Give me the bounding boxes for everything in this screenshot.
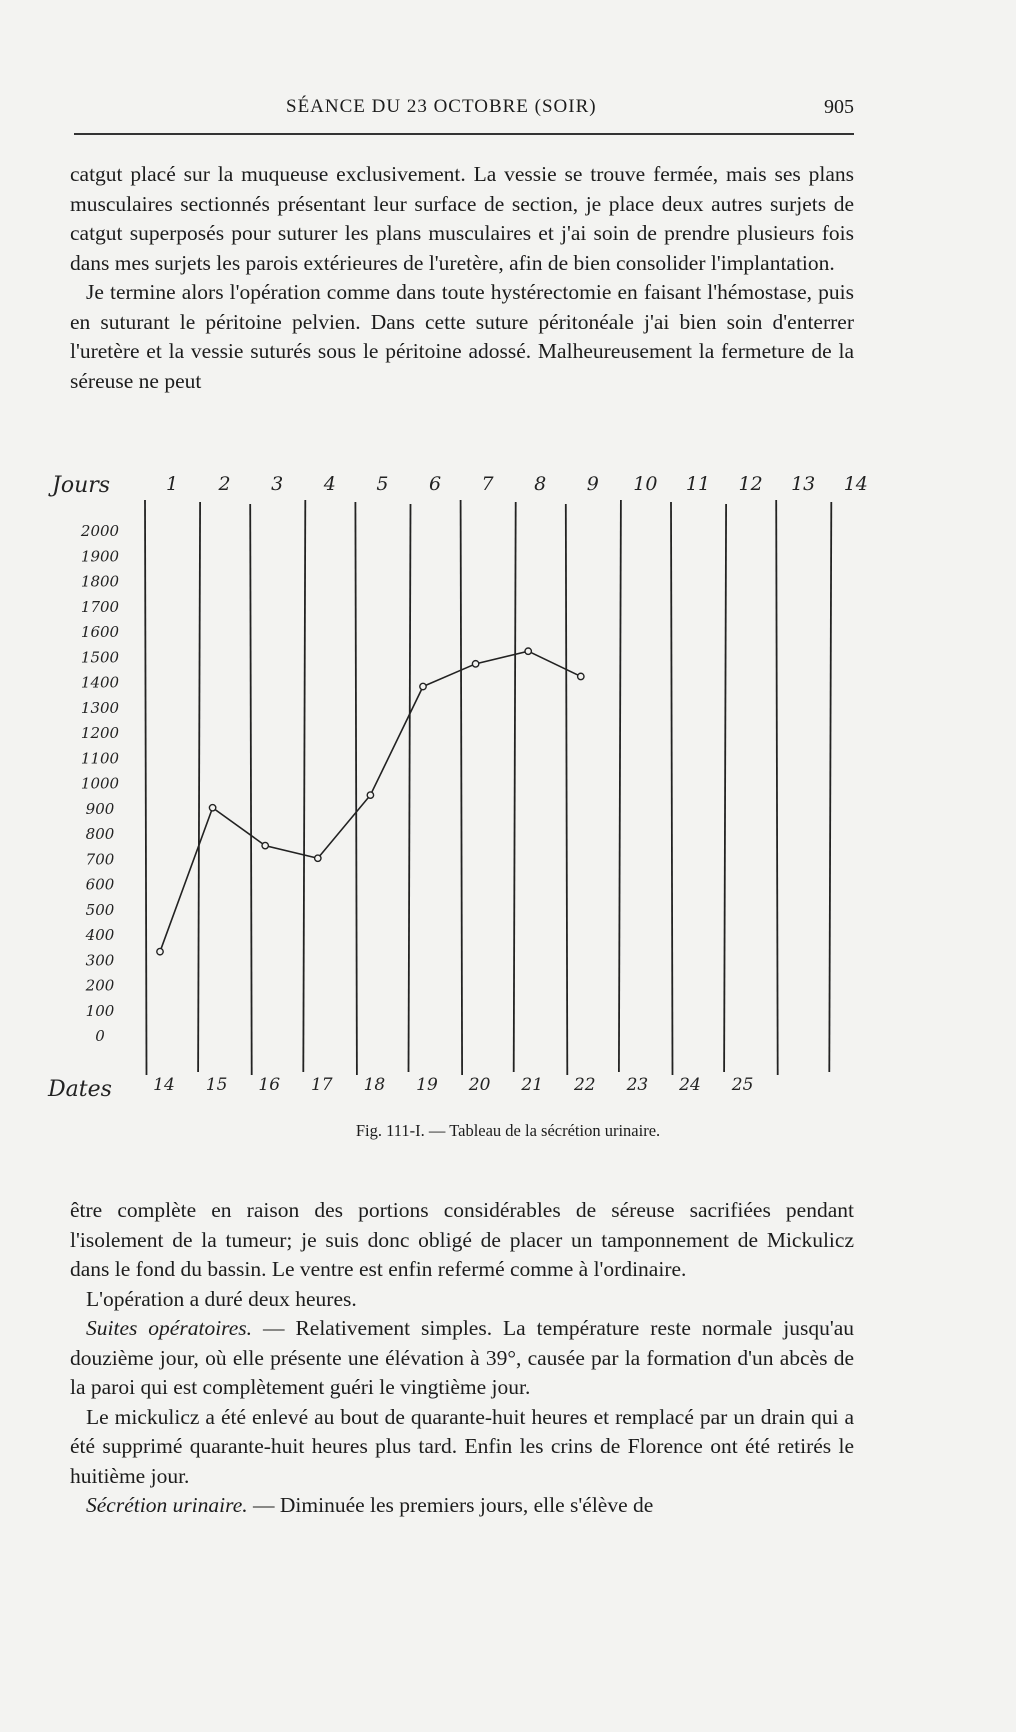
- grid-line: [671, 502, 673, 1075]
- paragraph: L'opération a duré deux heures.: [86, 1286, 357, 1311]
- day-label: 4: [323, 473, 336, 495]
- y-tick-label: 1400: [80, 673, 120, 692]
- y-tick-label: 100: [85, 1001, 115, 1020]
- figure-caption: Fig. 111-I. — Tableau de la sécrétion urinaire.: [355, 1121, 661, 1140]
- day-label: 11: [685, 473, 711, 495]
- day-label: 6: [428, 473, 442, 495]
- y-tick-label: 200: [85, 976, 115, 995]
- suites-label: Suites opératoires.: [86, 1316, 253, 1340]
- grid-line: [619, 500, 621, 1072]
- grid-line: [198, 502, 200, 1072]
- date-label: 16: [258, 1075, 281, 1095]
- day-label: 13: [791, 473, 816, 495]
- date-label: 17: [310, 1075, 333, 1095]
- date-label: 24: [679, 1075, 701, 1095]
- data-point: [472, 661, 478, 667]
- data-point: [262, 842, 268, 848]
- data-point: [157, 948, 163, 954]
- y-tick-label: 300: [85, 951, 115, 970]
- y-tick-label: 900: [85, 799, 115, 818]
- day-label: 8: [534, 473, 547, 495]
- y-tick-label: 1200: [80, 724, 120, 742]
- page-number: 905: [824, 96, 854, 118]
- series-line: [160, 651, 581, 951]
- urine-chart: [40, 470, 880, 1110]
- paragraph-secretion: [70, 1491, 854, 1521]
- y-tick-label: 600: [85, 875, 115, 894]
- y-tick-label: 1000: [80, 774, 120, 793]
- paragraph: Je termine alors l'opération comme dans toute hystérectomie en faisant l'hémostase, puis en suturant le péritoine pelvien. Dans cette suture péritonéale j'ai bien soin d'enterrer l'uretère et la vessie suturés sous le péritoine adossé. Malheureusement la fermeture de la séreuse ne peut: [70, 280, 854, 393]
- day-label: 12: [738, 473, 763, 495]
- grid-line: [250, 504, 252, 1075]
- date-label: 19: [416, 1075, 438, 1095]
- grid-line: [566, 504, 568, 1075]
- running-header: [74, 96, 854, 126]
- date-label: 21: [521, 1075, 544, 1095]
- y-tick-label: 400: [85, 926, 115, 944]
- y-tick-label: 1100: [80, 749, 120, 768]
- y-tick-label: 2000: [80, 522, 120, 540]
- date-label: 22: [573, 1075, 596, 1095]
- grid-line: [829, 502, 831, 1072]
- grid-line: [724, 504, 726, 1072]
- data-point: [525, 648, 531, 654]
- grid-line: [409, 504, 411, 1072]
- chart-svg: [40, 470, 880, 1110]
- y-tick-label: 1500: [80, 648, 120, 667]
- secretion-label: Sécrétion urinaire.: [86, 1493, 248, 1517]
- header-title: SÉANCE DU 23 OCTOBRE (SOIR): [286, 96, 597, 117]
- date-label: 15: [205, 1075, 228, 1095]
- day-label: 2: [218, 473, 231, 495]
- grid-line: [514, 502, 516, 1072]
- y-tick-label: 700: [85, 850, 115, 869]
- y-tick-label: 1300: [80, 698, 120, 717]
- suites-text: — Relativement simples. La température reste normale jusqu'au douzième jour, où elle présente une élévation à 39°, causée par la formation d'un abcès de la paroi qui est complètement guéri le vingtième jour.: [70, 1316, 854, 1399]
- y-tick-label: 1800: [80, 572, 120, 591]
- day-label: 1: [165, 473, 179, 495]
- dates-row-label: Dates: [48, 1077, 112, 1102]
- y-tick-label: 1700: [80, 597, 120, 616]
- paragraph: être complète en raison des portions considérables de séreuse sacrifiées pendant l'isolement de la tumeur; je suis donc obligé de placer un tamponnement de Mickulicz dans le fond du bassin. Le ventre est enfin refermé comme à l'ordinaire.: [70, 1198, 854, 1281]
- paragraph: Le mickulicz a été enlevé au bout de quarante-huit heures et remplacé par un drain qui a été supprimé quarante-huit heures plus tard. Enfin les crins de Florence ont été retirés le huitième jour.: [70, 1404, 854, 1488]
- top-text: [70, 160, 854, 396]
- day-label: 3: [271, 473, 284, 495]
- day-label: 5: [376, 473, 389, 495]
- grid-line: [776, 500, 778, 1075]
- y-tick-label: 500: [85, 900, 115, 919]
- data-point: [578, 673, 584, 679]
- day-label: 10: [633, 473, 658, 495]
- date-label: 18: [363, 1075, 386, 1095]
- y-tick-label: 1900: [80, 547, 120, 566]
- data-point: [315, 855, 321, 861]
- date-label: 23: [626, 1075, 649, 1095]
- days-row-label: Jours: [52, 473, 111, 498]
- y-tick-label: 1600: [80, 623, 120, 641]
- grid-line: [145, 500, 147, 1075]
- y-tick-label: 800: [85, 825, 115, 843]
- grid-line: [303, 500, 305, 1072]
- secretion-text: — Diminuée les premiers jours, elle s'élève de: [247, 1493, 654, 1517]
- grid-line: [461, 500, 463, 1075]
- y-tick-label: 0: [95, 1027, 105, 1045]
- day-label: 7: [481, 473, 494, 495]
- bottom-text: [70, 1196, 854, 1521]
- date-label: 14: [153, 1075, 175, 1095]
- data-point: [209, 805, 215, 811]
- data-point: [367, 792, 373, 798]
- paragraph: catgut placé sur la muqueuse exclusivement. La vessie se trouve fermée, mais ses plans musculaires sectionnés présentant leur surface de section, je place deux autres surjets de catgut superposés pour suturer les plans musculaires et j'ai soin de prendre plusieurs fois dans mes surjets les parois extérieures de l'uretère, afin de bien consolider l'implantation.: [70, 162, 854, 275]
- data-point: [420, 683, 426, 689]
- day-label: 14: [843, 473, 868, 495]
- date-label: 25: [731, 1075, 754, 1095]
- grid-line: [355, 502, 357, 1075]
- paragraph-suites: [70, 1314, 854, 1403]
- header-rule: [74, 133, 854, 135]
- day-label: 9: [586, 473, 599, 495]
- date-label: 20: [468, 1075, 491, 1095]
